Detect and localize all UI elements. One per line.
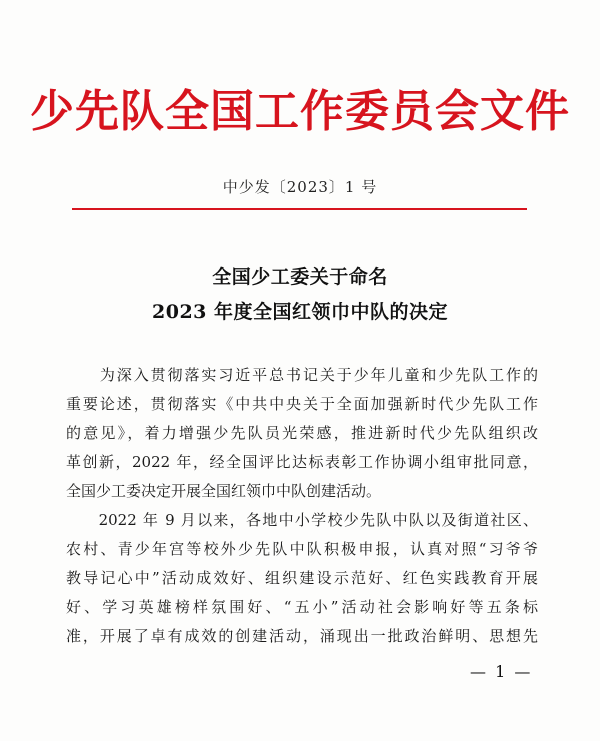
- document-title-line-1: 全国少工委关于命名: [212, 266, 388, 288]
- body-line: 的意见》，着力增强少先队员光荣感，推进新时代少先队组织改: [66, 424, 538, 442]
- document-number: 中少发〔2023〕1 号: [222, 178, 378, 196]
- page-number: — 1 —: [470, 662, 533, 681]
- document-body: [66, 361, 538, 651]
- body-line: 革创新，2022 年，经全国评比达标表彰工作协调小组审批同意，: [66, 453, 538, 471]
- body-line: 重要论述，贯彻落实《中共中央关于全面加强新时代少先队工作: [66, 395, 538, 413]
- document-masthead: 少先队全国工作委员会文件: [30, 86, 570, 137]
- body-line: 好、学习英雄榜样氛围好、“五小”活动社会影响好等五条标: [66, 598, 538, 616]
- document-title-line-2: 2023 年度全国红领巾中队的决定: [152, 301, 448, 323]
- body-line: 农村、青少年宫等校外少先队中队积极申报，认真对照“习爷爷: [66, 540, 538, 558]
- body-line: 教导记心中”活动成效好、组织建设示范好、红色实践教育开展: [66, 569, 538, 587]
- body-line: 为深入贯彻落实习近平总书记关于少年儿童和少先队工作的: [66, 366, 538, 384]
- body-line: 全国少工委决定开展全国红领巾中队创建活动。: [66, 482, 382, 500]
- body-line: 2022 年 9 月以来，各地中小学校少先队中队以及街道社区、: [66, 511, 538, 529]
- red-divider-line: [72, 208, 527, 210]
- body-line: 准，开展了卓有成效的创建活动，涌现出一批政治鲜明、思想先: [66, 627, 538, 645]
